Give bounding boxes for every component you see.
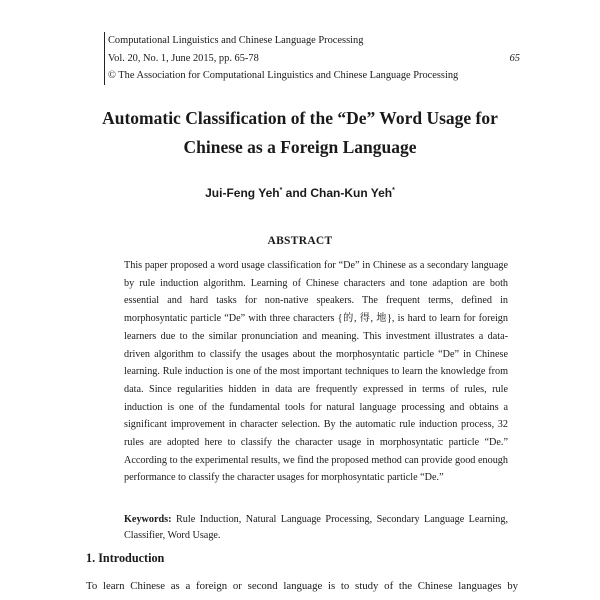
author-separator: and <box>282 186 311 200</box>
abstract-heading: ABSTRACT <box>267 235 333 247</box>
volume-info: Vol. 20, No. 1, June 2015, pp. 65-78 <box>108 52 259 64</box>
page-number: 65 <box>509 52 520 64</box>
volume-line <box>108 50 520 68</box>
journal-header <box>104 32 520 85</box>
copyright-line <box>108 67 520 85</box>
author-2-mark: * <box>392 187 395 194</box>
journal-name: Computational Linguistics and Chinese Language Processing <box>108 35 364 46</box>
author-1: Jui-Feng Yeh <box>205 186 280 200</box>
journal-name-line <box>108 32 520 50</box>
author-2: Chan-Kun Yeh <box>310 186 393 200</box>
title-line-1: Automatic Classification of the “De” Word Usage for <box>102 108 498 128</box>
keywords <box>124 512 508 543</box>
title-line-2: Chinese as a Foreign Language <box>183 137 417 157</box>
abstract-text: This paper proposed a word usage classification for “De” in Chinese as a secondary language by rule induction algorithm. Learning of Chinese characters and tone adaption are both essential and hard tasks for non-native speakers. The frequent terms, defined in morphosyntatic particle “De” with three characters {的, 得, 地}, is hard to learn for foreign learners due to the similar pronunciation and meaning. This investment illustrates a data-driven algorithm to classify the usages about the morphosyntatic particle “De” in Chinese learning. Rule induction is one of the most important techniques to learn the knowledge from data. Since regularities hidden in data are frequently expressed in terms of rules, rule induction is one of the fundamental tools for natural language processing and obtains a significant improvement in character selection. By the automatic rule induction process, 32 rules are adopted here to classify the character usage in morphosyntatic particle “De.” According to the experimental results, we find the proposed method can provide good enough performance to classify the character usages for morphosyntatic particle “De.” <box>124 260 508 484</box>
copyright-notice: © The Association for Computational Linguistics and Chinese Language Processing <box>108 70 459 81</box>
keywords-text: Rule Induction, Natural Language Processing, Secondary Language Learning, Classifier, Word Usage. <box>124 514 508 541</box>
keywords-label: Keywords: <box>124 514 172 525</box>
section-heading-introduction: 1. Introduction <box>86 551 165 565</box>
introduction-text: To learn Chinese as a foreign or second language is to study of the Chinese languages by <box>86 580 518 592</box>
paper-title <box>60 104 540 162</box>
author-1-mark: * <box>279 187 283 194</box>
author-list <box>100 186 500 200</box>
